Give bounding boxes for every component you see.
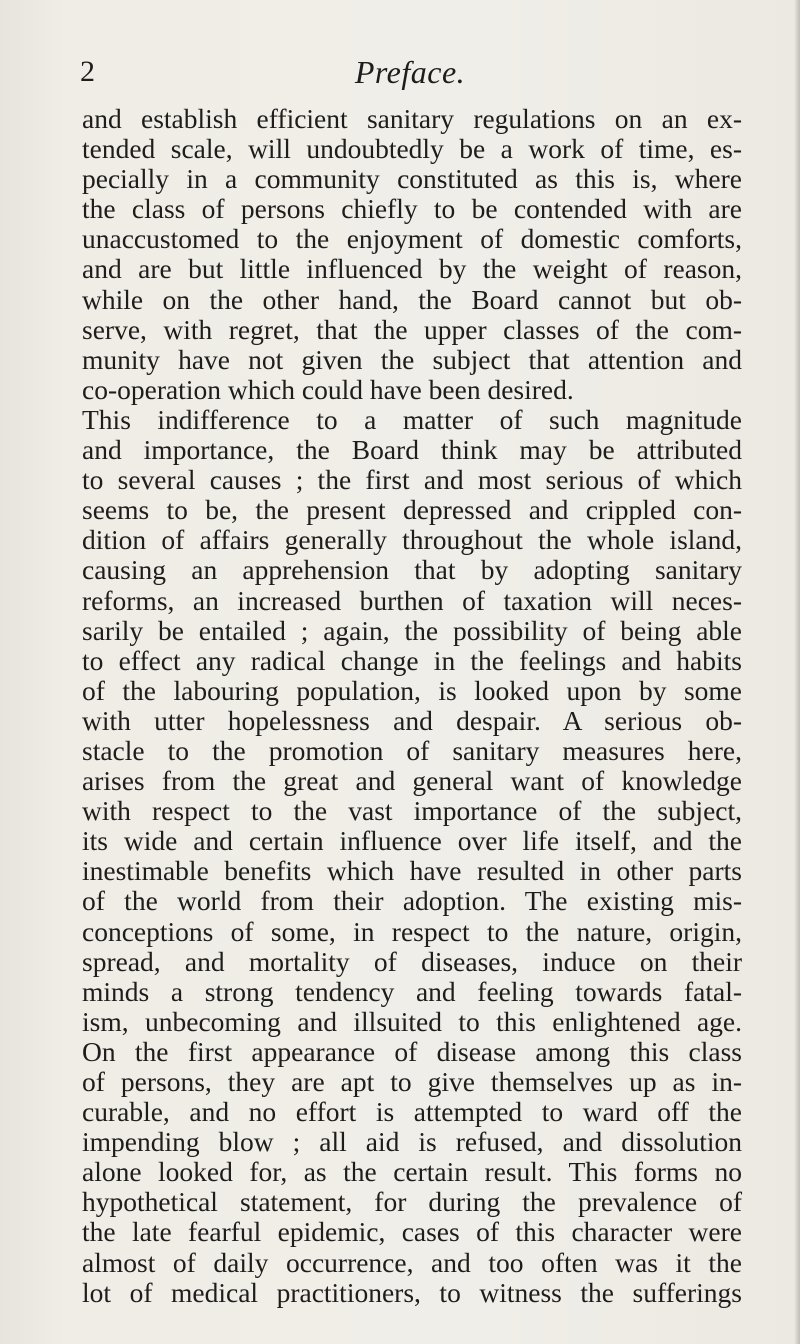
text-line: with respect to the vast importance of the subject, <box>82 795 742 827</box>
text-line: hypothetical statement, for during the prevalence of <box>82 1186 742 1218</box>
text-line: and establish efficient sanitary regulations on an ex- <box>82 103 742 134</box>
text-line: of the labouring population, is looked upon by some <box>82 674 742 706</box>
text-line: inestimable benefits which have resulted in other parts <box>82 855 742 887</box>
text-line: while on the other hand, the Board cannot but ob- <box>82 283 742 315</box>
text-line: its wide and certain influence over life itself, and the <box>82 825 742 857</box>
text-line: with utter hopelessness and despair. A serious ob- <box>82 704 742 736</box>
text-line: pecially in a community constituted as this is, where <box>82 163 742 195</box>
text-line: tended scale, will undoubtedly be a work of time, es- <box>82 133 742 165</box>
text-line: lot of medical practitioners, to witness the sufferings <box>82 1276 742 1308</box>
text-line: almost of daily occurrence, and too often was it the <box>82 1246 742 1278</box>
text-line: spread, and mortality of diseases, induce on their <box>82 945 742 977</box>
text-line: sarily be entailed ; again, the possibility of being able <box>82 614 742 646</box>
text-line: curable, and no effort is attempted to ward off the <box>82 1096 742 1128</box>
text-line: to effect any radical change in the feelings and habits <box>82 644 742 676</box>
text-line: seems to be, the present depressed and crippled con- <box>82 494 742 526</box>
text-line: of the world from their adoption. The existing mis- <box>82 885 742 917</box>
text-line: causing an apprehension that by adopting sanitary <box>82 554 742 586</box>
text-line: This indifference to a matter of such magnitude <box>82 403 742 435</box>
text-line: and importance, the Board think may be attributed <box>82 434 742 466</box>
text-line: serve, with regret, that the upper classes of the com- <box>82 313 742 345</box>
text-line: unaccustomed to the enjoyment of domestic comforts, <box>82 223 742 255</box>
text-line: alone looked for, as the certain result. This forms no <box>82 1156 742 1188</box>
text-line: and are but little influenced by the weight of reason, <box>82 253 742 285</box>
text-line: co-operation which could have been desired. <box>82 373 574 405</box>
body-text <box>82 104 742 1308</box>
text-line: of persons, they are apt to give themselves up as in- <box>82 1066 742 1097</box>
page-header <box>80 52 740 96</box>
text-line: the class of persons chiefly to be contended with are <box>82 193 742 225</box>
text-line: conceptions of some, in respect to the nature, origin, <box>82 915 742 947</box>
text-line: munity have not given the subject that attention and <box>82 343 742 375</box>
running-head: Preface. <box>354 54 466 90</box>
text-line: the late fearful epidemic, cases of this character were <box>82 1216 742 1248</box>
page-edge-shadow <box>794 0 800 1344</box>
text-line: On the first appearance of disease among this class <box>82 1035 742 1067</box>
text-line: impending blow ; all aid is refused, and dissolution <box>82 1126 742 1158</box>
text-line: stacle to the promotion of sanitary measures here, <box>82 734 742 766</box>
text-line: arises from the great and general want of knowledge <box>82 765 742 797</box>
text-line: reforms, an increased burthen of taxation will neces- <box>82 584 742 616</box>
page-number: 2 <box>80 55 95 88</box>
text-line: ism, unbecoming and illsuited to this enlightened age. <box>82 1005 742 1037</box>
text-line: minds a strong tendency and feeling towards fatal- <box>82 975 742 1007</box>
text-line: dition of affairs generally throughout the whole island, <box>82 524 742 556</box>
text-line: to several causes ; the first and most serious of which <box>82 464 742 496</box>
